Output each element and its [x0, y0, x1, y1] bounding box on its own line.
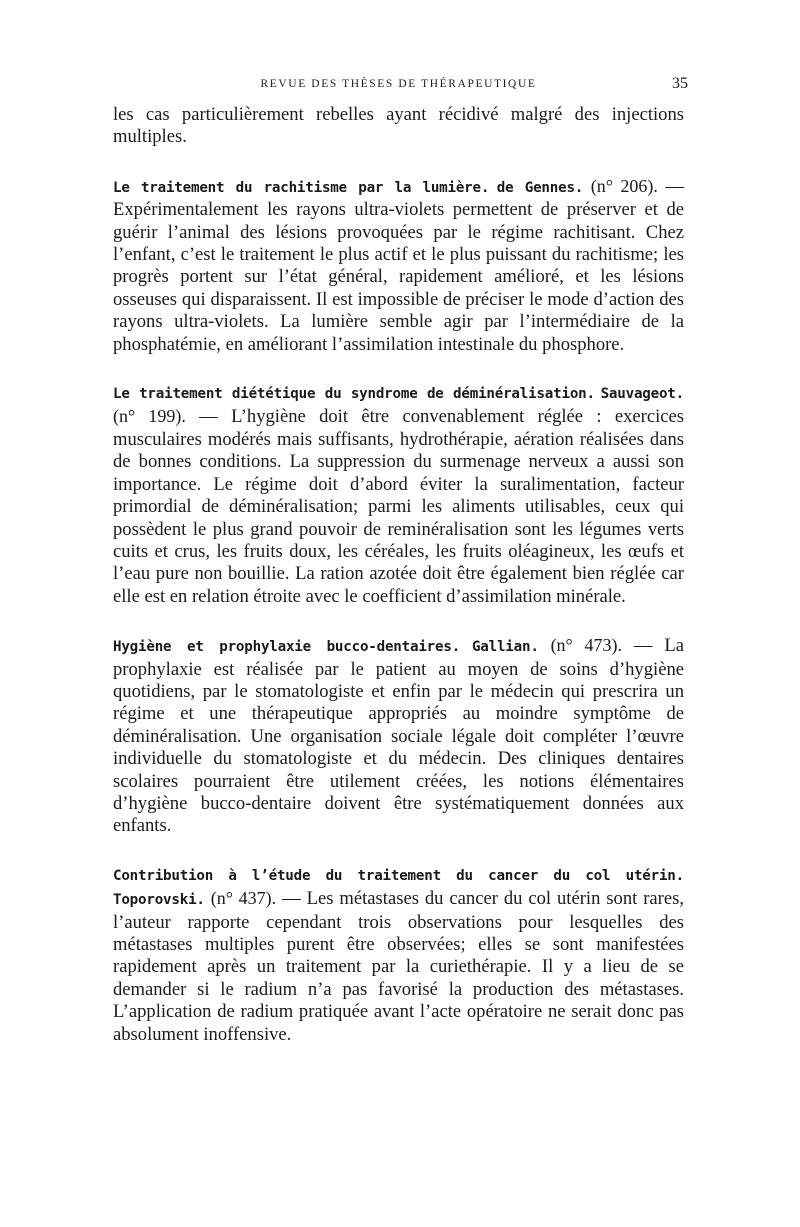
entry-reference: (n° 206).: [590, 175, 658, 196]
entry-summary: — La prophylaxie est réalisée par le patient au moyen de soins d’hygiène quotidiens, par le stomatologiste et enfin par le médecin qui prescrira un régime et une thérapeutique appropriés au moindre symptôme de déminéralisation. Une organisation sociale légale doit compléter l’œuvre individuelle du stomatologiste et du médecin. Des cliniques dentaires scolaires pourraient être utilement créées, les notions élémentaires d’hygiène bucco-dentaire doivent être systématiquement données aux enfants.: [113, 635, 684, 837]
entry-author: Gallian.: [471, 639, 539, 656]
thesis-entry-demineralisation: [113, 382, 684, 608]
thesis-entry-cancer-col-uterin: [113, 864, 684, 1046]
thesis-entry-rachitisme: [113, 175, 684, 356]
thesis-entry-bucco-dentaire: [113, 634, 684, 838]
running-title: REVUE DES THÈSES DE THÉRAPEUTIQUE: [260, 78, 537, 90]
entry-title: Contribution à l’étude du traitement du cancer du col utérin.: [113, 867, 684, 884]
entry-summary: — L’hygiène doit être convenablement réglée : exercices musculaires modérés mais suffisants, hydrothérapie, aération réalisées dans de bonnes conditions. La suppression du surmenage nerveux a aussi son importance. Le régime doit d’abord éviter la suralimentation, facteur primordial de déminéralisation; parmi les aliments utilisables, ceux qui possèdent le plus grand pouvoir de reminéralisation sont les légumes verts cuits et crus, les fruits doux, les céréales, les fruits oléagineux, les œufs et l’eau pure non bouillie. La ration azotée doit être également bien réglée car elle est en relation étroite avec le coefficient d’assimilation minérale.: [113, 406, 684, 607]
entry-title: Le traitement diététique du syndrome de déminéralisation.: [113, 386, 595, 403]
entry-summary: — Expérimentalement les rayons ultra-violets permettent de préserver et de guérir l’animal des lésions provoquées par le régime rachitisant. Chez l’enfant, c’est le traitement le plus actif et le plus puissant du rachitisme; les progrès portent sur l’état général, rapidement amélioré, et les lésions osseuses qui disparaissent. Il est impossible de préciser le mode d’action des rayons ultra-violets. La lumière semble agir par l’intermédiaire de la phosphatémie, en améliorant l’assimilation intestinale du phosphore.: [113, 175, 684, 355]
entry-author: Sauvageot.: [600, 386, 684, 403]
document-page: [113, 72, 688, 1046]
entry-reference: (n° 473).: [550, 635, 622, 656]
entry-title: Le traitement du rachitisme par la lumière.: [113, 179, 490, 196]
entry-author: de Gennes.: [496, 179, 584, 196]
entry-reference: (n° 199).: [113, 406, 186, 427]
page-number: 35: [672, 75, 688, 92]
continuation-paragraph: les cas particulièrement rebelles ayant récidivé malgré des injections multiples.: [113, 104, 684, 148]
running-header: [113, 72, 688, 102]
entry-summary: — Les métastases du cancer du col utérin sont rares, l’auteur rapporte cependant trois observations pour lesquelles des métastases multiples purent être observées; elles se sont manifestées rapidement après un traitement par la curiethérapie. Il y a lieu de se demander si le radium n’a pas favorisé la production des métastases. L’application de radium pratiquée avant l’acte opératoire ne serait donc pas absolument inoffensive.: [113, 888, 685, 1045]
entry-reference: (n° 437).: [210, 888, 277, 909]
entry-author: Toporovski.: [113, 892, 205, 909]
entry-title: Hygiène et prophylaxie bucco-dentaires.: [113, 639, 461, 656]
